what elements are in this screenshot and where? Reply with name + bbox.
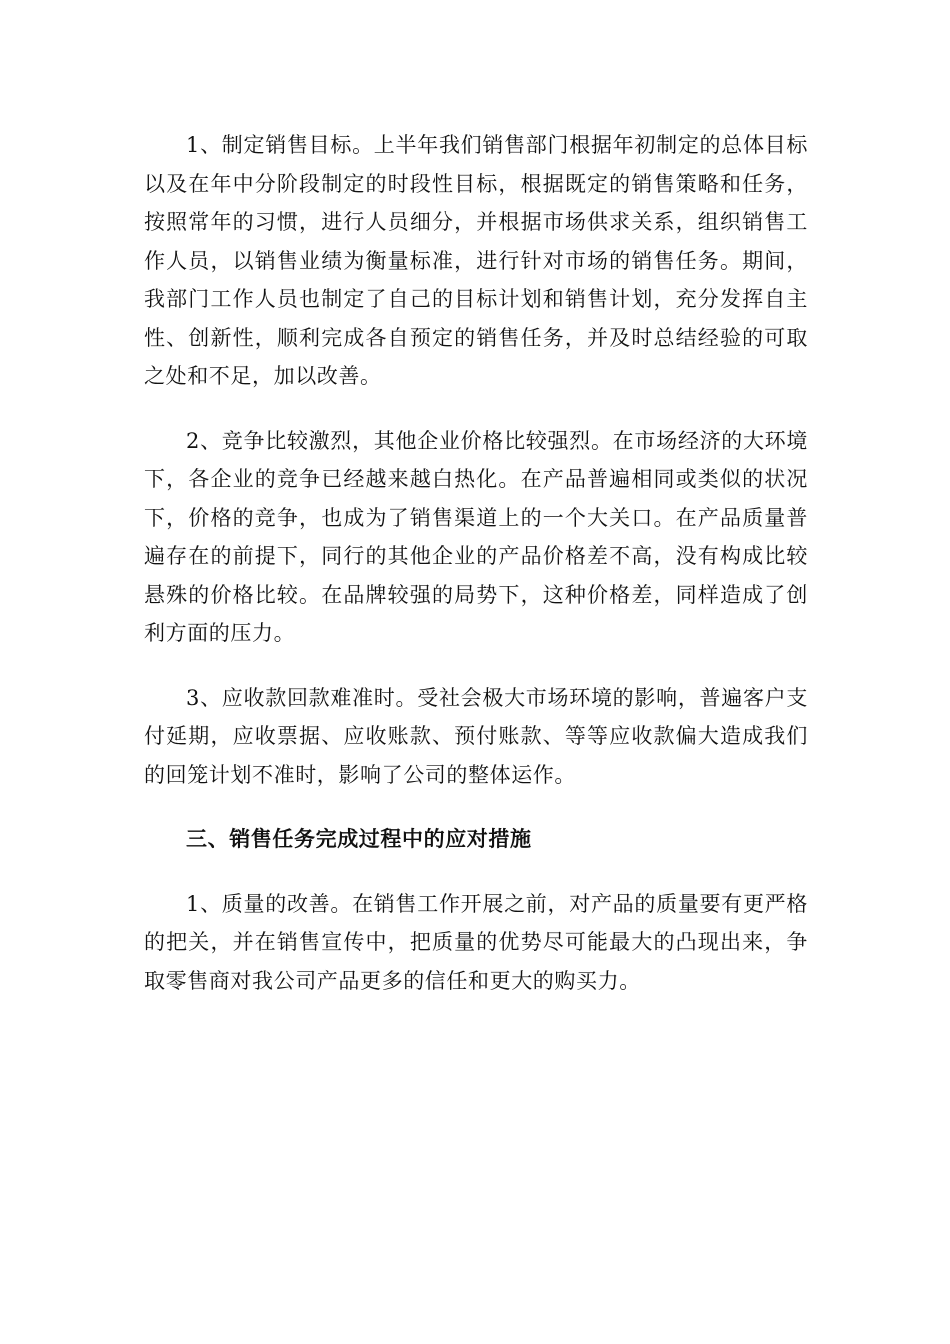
paragraph-quality-improvement: 1、质量的改善。在销售工作开展之前，对产品的质量要有更严格的把关，并在销售宣传中，把质量的优势尽可能最大的凸现出来，争取零售商对我公司产品更多的信任和更大的购买力。 [144, 891, 808, 993]
paragraph-sales-targets: 1、制定销售目标。上半年我们销售部门根据年初制定的总体目标以及在年中分阶段制定的时段性目标，根据既定的销售策略和任务，按照常年的习惯，进行人员细分，并根据市场供求关系，组织销售工作人员，以销售业绩为衡量标准，进行针对市场的销售任务。期间，我部门工作人员也制定了自己的目标计划和销售计划，充分发挥自主性、创新性，顺利完成各自预定的销售任务，并及时总结经验的可取之处和不足，加以改善。 [144, 133, 808, 388]
paragraph-receivables: 3、应收款回款难准时。受社会极大市场环境的影响，普遍客户支付延期，应收票据、应收账款、预付账款、等等应收款偏大造成我们的回笼计划不准时，影响了公司的整体运作。 [144, 685, 808, 787]
section-heading-measures: 三、销售任务完成过程中的应对措施 [186, 827, 532, 851]
document-body [144, 126, 808, 1000]
paragraph-price-competition: 2、竞争比较激烈，其他企业价格比较强烈。在市场经济的大环境下，各企业的竞争已经越来越白热化。在产品普遍相同或类似的状况下，价格的竞争，也成为了销售渠道上的一个大关口。在产品质量普遍存在的前提下，同行的其他企业的产品价格差不高，没有构成比较悬殊的价格比较。在品牌较强的局势下，这种价格差，同样造成了创利方面的压力。 [144, 428, 808, 645]
